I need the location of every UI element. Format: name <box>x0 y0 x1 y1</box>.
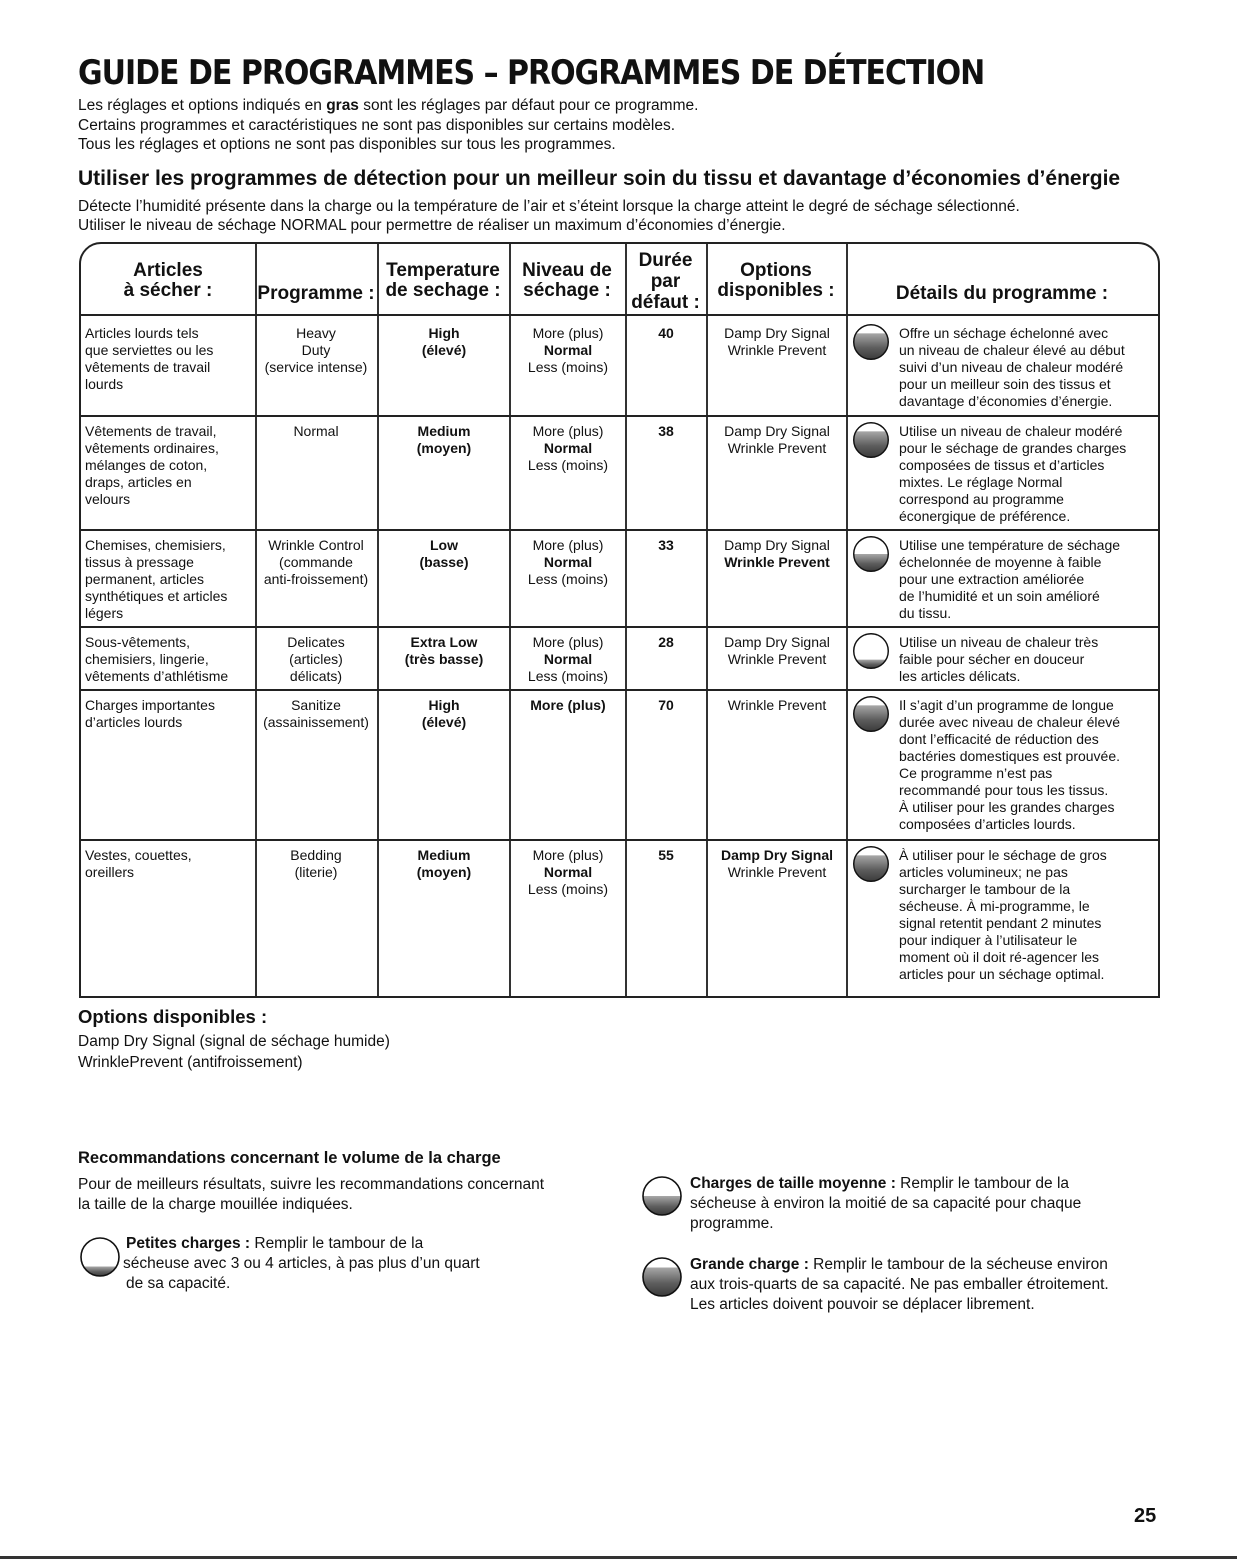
cell-details-line: pour indiquer à l’utilisateur le <box>899 932 1078 948</box>
medium-load-line: programme. <box>690 1215 774 1232</box>
cell-drying-level <box>511 537 625 588</box>
cell-options <box>709 423 845 457</box>
cell-details-line: recommandé pour tous les tissus. <box>899 782 1109 798</box>
cell-drying-level-line: More (plus) <box>532 537 604 553</box>
cell-temperature <box>379 847 509 881</box>
cell-details <box>899 634 1157 685</box>
cell-details-line: pour une extraction améliorée <box>899 571 1085 587</box>
cell-details-line: de l’humidité et un soin amélioré <box>899 588 1100 604</box>
cell-drying-level-line: More (plus) <box>532 325 604 341</box>
cell-details-line: pour le séchage de grandes charges <box>899 440 1127 456</box>
page-number: 25 <box>1134 1505 1157 1527</box>
cell-options-line: Damp Dry Signal <box>724 423 830 439</box>
medium-load-text <box>690 1174 1081 1234</box>
cell-articles-line: Sous-vêtements, <box>85 634 191 650</box>
cell-details-line: moment où il doit ré-agencer les <box>899 949 1099 965</box>
cell-details <box>899 537 1157 622</box>
cell-duration: 40 <box>658 325 674 341</box>
cell-line: Niveau de <box>522 260 612 281</box>
cell-programme <box>257 634 375 685</box>
row-divider <box>81 839 1158 841</box>
cell-articles-line: Chemises, chemisiers, <box>85 537 226 553</box>
cell-temperature-line: Low <box>430 537 458 553</box>
cycle-guide-table <box>79 242 1160 998</box>
section-heading: Utiliser les programmes de détection pour un meilleur soin du tissu et davantage d’économies d’énergie <box>78 167 1121 190</box>
cell-drying-level-line: More (plus) <box>532 423 604 439</box>
intro-line-1: Les réglages et options indiqués en gras sont les réglages par défaut pour ce programme. <box>78 97 699 114</box>
cell-line: Temperature <box>386 260 500 281</box>
option-item: WrinklePrevent (antifroissement) <box>78 1054 303 1071</box>
cell-details-line: dont l’efficacité de réduction des <box>899 731 1099 747</box>
cell-articles-line: oreillers <box>85 864 135 880</box>
cell-drying-level-line: More (plus) <box>530 697 606 713</box>
cell-options <box>709 697 845 714</box>
cell-programme-line: Bedding <box>290 847 342 863</box>
cell-options <box>709 537 845 571</box>
bottom-rule <box>0 1556 1237 1559</box>
cell-details <box>899 847 1157 983</box>
cell-drying-level <box>511 847 625 898</box>
cell-details-line: Utilise un niveau de chaleur modéré <box>899 423 1123 439</box>
cell-duration: 28 <box>658 634 674 650</box>
cell-programme-line: Normal <box>293 423 339 439</box>
cell-details-line: Utilise un niveau de chaleur très <box>899 634 1099 650</box>
large-load-text <box>690 1255 1109 1315</box>
cell-details-line: du tissu. <box>899 605 952 621</box>
medium-load-icon <box>851 534 891 574</box>
cell-options-line: Wrinkle Prevent <box>727 651 827 667</box>
cell-drying-level-line: Less (moins) <box>527 457 609 473</box>
cell-details <box>899 325 1157 410</box>
row-divider <box>81 415 1158 417</box>
cell-options-line: Wrinkle Prevent <box>727 342 827 358</box>
cell-line: Programme : <box>257 283 375 304</box>
medium-load-line: Charges de taille moyenne : Remplir le tambour de la <box>690 1175 1070 1192</box>
cell-temperature-line: Medium <box>417 847 471 863</box>
header-options <box>706 250 846 312</box>
cell-temperature-line: (moyen) <box>416 440 472 456</box>
cell-programme-line: (assainissement) <box>263 714 369 730</box>
cell-options <box>709 325 845 359</box>
cell-options <box>709 634 845 668</box>
cell-articles-line: Charges importantes <box>85 697 215 713</box>
cell-programme-line: Duty <box>301 342 331 358</box>
cell-temperature-line: (basse) <box>419 554 469 570</box>
cell-programme-line: Sanitize <box>291 697 341 713</box>
cell-programme <box>257 697 375 731</box>
cell-temperature-line: High <box>428 697 460 713</box>
cell-articles-line: tissus à pressage <box>85 554 194 570</box>
cell-drying-level-line: Less (moins) <box>527 881 609 897</box>
cell-articles-line: d’articles lourds <box>85 714 183 730</box>
cell-details <box>899 423 1157 525</box>
options-title: Options disponibles : <box>78 1006 268 1027</box>
options-list <box>78 1031 390 1073</box>
header-duree <box>625 250 706 312</box>
large-load-line: Grande charge : Remplir le tambour de la sécheuse environ <box>690 1256 1108 1273</box>
cell-details-line: articles volumineux; ne pas <box>899 864 1068 880</box>
cell-programme-line: (commande <box>279 554 353 570</box>
cell-line: défaut : <box>631 291 700 313</box>
cell-details-line: un niveau de chaleur élevé au début <box>899 342 1125 358</box>
row-divider <box>81 689 1158 691</box>
medium-load-icon <box>640 1174 684 1218</box>
cell-temperature-line: High <box>428 325 460 341</box>
cell-drying-level-line: Less (moins) <box>527 359 609 375</box>
cell-articles <box>85 634 255 685</box>
cell-drying-level-line: Normal <box>543 864 593 880</box>
cell-temperature-line: (élevé) <box>421 714 467 730</box>
cell-drying-level <box>511 325 625 376</box>
cell-temperature <box>379 697 509 731</box>
cell-articles-line: mélanges de coton, <box>85 457 208 473</box>
large-load-line: aux trois-quarts de sa capacité. Ne pas emballer étroitement. <box>690 1276 1109 1293</box>
cell-drying-level-line: More (plus) <box>532 847 604 863</box>
intro-line-3: Tous les réglages et options ne sont pas disponibles sur tous les programmes. <box>78 136 616 153</box>
cell-details-line: Il s’agit d’un programme de longue <box>899 697 1114 713</box>
column-divider <box>846 244 848 996</box>
cell-drying-level-line: Normal <box>543 342 593 358</box>
cell-drying-level <box>511 634 625 685</box>
cell-line: Durée <box>638 249 693 271</box>
cell-options-line: Damp Dry Signal <box>724 634 830 650</box>
cell-details-line: Offre un séchage échelonné avec <box>899 325 1109 341</box>
header-niveau <box>509 250 625 312</box>
cell-programme <box>257 537 375 588</box>
header-articles <box>81 250 255 312</box>
row-divider <box>81 626 1158 628</box>
cell-articles <box>85 847 255 881</box>
cell-options-line: Wrinkle Prevent <box>727 697 827 713</box>
large-load-icon <box>851 322 891 362</box>
column-divider <box>625 244 627 996</box>
intro-text <box>78 96 698 155</box>
cell-details-line: Utilise une température de séchage <box>899 537 1121 553</box>
small-load-line: Petites charges : Remplir le tambour de la <box>126 1235 424 1252</box>
small-load-text <box>123 1234 480 1294</box>
cell-details-line: pour un meilleur soin des tissus et <box>899 376 1111 392</box>
cell-duration: 70 <box>658 697 674 713</box>
header-divider <box>81 314 1158 316</box>
cell-details-line: articles pour un séchage optimal. <box>899 966 1105 982</box>
cell-options-line: Damp Dry Signal <box>720 847 834 863</box>
cell-options-line: Wrinkle Prevent <box>727 864 827 880</box>
cell-temperature <box>379 423 509 457</box>
cell-details <box>899 697 1157 833</box>
medium-load-line: sécheuse à environ la moitié de sa capacité pour chaque <box>690 1195 1082 1212</box>
cell-temperature-line: Extra Low <box>410 634 478 650</box>
cell-articles-line: chemisiers, lingerie, <box>85 651 209 667</box>
large-load-line: Les articles doivent pouvoir se déplacer librement. <box>690 1296 1035 1313</box>
section-line-2: Utiliser le niveau de séchage NORMAL pour permettre de réaliser un maximum d’économies d’énergie. <box>78 217 786 234</box>
cell-programme-line: Heavy <box>296 325 336 341</box>
cell-line: Articles <box>133 260 203 281</box>
cell-details-line: sécheuse. À mi-programme, le <box>899 898 1090 914</box>
cell-programme-line: anti-froissement) <box>263 571 369 587</box>
cell-programme <box>257 847 375 881</box>
cell-details-line: suivi d’un niveau de chaleur modéré <box>899 359 1124 375</box>
cell-line: disponibles : <box>717 280 835 301</box>
cell-temperature-line: (élevé) <box>421 342 467 358</box>
cell-programme-line: (literie) <box>294 864 338 880</box>
cell-articles-line: synthétiques et articles <box>85 588 228 604</box>
recommendations-intro <box>78 1175 544 1215</box>
cell-line: de sechage : <box>385 280 501 301</box>
cell-temperature-line: (très basse) <box>404 651 484 667</box>
cell-programme-line: (articles) <box>289 651 343 667</box>
cell-drying-level-line: Normal <box>543 440 593 456</box>
cell-details-line: composées d’articles lourds. <box>899 816 1076 832</box>
cell-articles <box>85 423 255 508</box>
cell-programme <box>257 423 375 440</box>
cell-options-line: Wrinkle Prevent <box>727 440 827 456</box>
header-temperature <box>377 250 509 312</box>
cell-articles-line: Vêtements de travail, <box>85 423 217 439</box>
cell-drying-level-line: Normal <box>543 554 593 570</box>
cell-temperature <box>379 537 509 571</box>
cell-details-line: correspond au programme <box>899 491 1064 507</box>
cell-duration: 33 <box>658 537 674 553</box>
large-load-icon <box>851 694 891 734</box>
header-programme <box>255 250 377 312</box>
cell-temperature <box>379 325 509 359</box>
section-line-1: Détecte l’humidité présente dans la charge ou la température de l’air et s’éteint lorsque la charge atteint le degré de séchage sélectionné. <box>78 198 1020 215</box>
row-divider <box>81 529 1158 531</box>
cell-line: à sécher : <box>123 280 213 301</box>
cell-line: séchage : <box>523 280 611 301</box>
cell-details-line: composées de tissus et d’articles <box>899 457 1105 473</box>
cell-options <box>709 847 845 881</box>
page-title: GUIDE DE PROGRAMMES – PROGRAMMES DE DÉTECTION <box>78 54 985 94</box>
cell-details-line: À utiliser pour le séchage de gros <box>899 847 1107 863</box>
cell-programme-line: Delicates <box>287 634 345 650</box>
cell-drying-level-line: More (plus) <box>532 634 604 650</box>
column-divider <box>706 244 708 996</box>
cell-articles <box>85 537 255 622</box>
cell-details-line: signal retentit pendant 2 minutes <box>899 915 1102 931</box>
cell-drying-level-line: Less (moins) <box>527 571 609 587</box>
cell-line: Détails du programme : <box>895 283 1109 304</box>
cell-details-line: bactéries domestiques est prouvée. <box>899 748 1121 764</box>
cell-details-line: mixtes. Le réglage Normal <box>899 474 1063 490</box>
small-load-line: sécheuse avec 3 ou 4 articles, à pas plus d’un quart <box>123 1255 480 1272</box>
cell-temperature-line: (moyen) <box>416 864 472 880</box>
cell-programme-line: (service intense) <box>264 359 368 375</box>
cell-articles-line: velours <box>85 491 131 507</box>
cell-line: par <box>650 270 681 292</box>
cell-articles-line: permanent, articles <box>85 571 205 587</box>
cell-programme-line: Wrinkle Control <box>268 537 364 553</box>
cell-drying-level-line: Less (moins) <box>527 668 609 684</box>
cell-details-line: faible pour sécher en douceur <box>899 651 1085 667</box>
cell-articles-line: que serviettes ou les <box>85 342 214 358</box>
cell-duration: 38 <box>658 423 674 439</box>
cell-programme <box>257 325 375 376</box>
cell-details-line: éconergique de préférence. <box>899 508 1071 524</box>
cell-options-line: Damp Dry Signal <box>724 537 830 553</box>
cell-articles-line: Vestes, couettes, <box>85 847 192 863</box>
cell-articles-line: vêtements ordinaires, <box>85 440 219 456</box>
cell-details-line: davantage d’économies d’énergie. <box>899 393 1113 409</box>
large-load-icon <box>640 1255 684 1299</box>
cell-line: Options <box>740 260 812 281</box>
intro-line-2: Certains programmes et caractéristiques ne sont pas disponibles sur certains modèles. <box>78 116 676 134</box>
cell-articles <box>85 697 255 731</box>
cell-drying-level <box>511 423 625 474</box>
cell-articles-line: lourds <box>85 376 124 392</box>
section-text <box>78 197 1020 235</box>
small-load-line: de sa capacité. <box>126 1275 231 1292</box>
cell-options-line: Wrinkle Prevent <box>724 554 830 570</box>
cell-details-line: échelonnée de moyenne à faible <box>899 554 1102 570</box>
cell-options-line: Damp Dry Signal <box>724 325 830 341</box>
header-details <box>846 250 1158 312</box>
cell-articles-line: vêtements d’athlétisme <box>85 668 229 684</box>
large-load-icon <box>851 420 891 460</box>
cell-details-line: surcharger le tambour de la <box>899 881 1071 897</box>
cell-details-line: À utiliser pour les grandes charges <box>899 799 1115 815</box>
cell-articles-line: Articles lourds tels <box>85 325 199 341</box>
recommendations-title: Recommandations concernant le volume de la charge <box>78 1149 501 1167</box>
cell-duration: 55 <box>658 847 674 863</box>
cell-details-line: les articles délicats. <box>899 668 1021 684</box>
cell-temperature <box>379 634 509 668</box>
small-load-icon <box>851 631 891 671</box>
rec-intro-line: la taille de la charge mouillée indiquées. <box>78 1196 353 1213</box>
small-load-icon <box>78 1235 122 1279</box>
large-load-icon <box>851 844 891 884</box>
rec-intro-line: Pour de meilleurs résultats, suivre les recommandations concernant <box>78 1176 545 1193</box>
cell-details-line: Ce programme n’est pas <box>899 765 1053 781</box>
cell-articles-line: draps, articles en <box>85 474 192 490</box>
option-item: Damp Dry Signal (signal de séchage humide) <box>78 1033 390 1050</box>
cell-programme-line: délicats) <box>289 668 343 684</box>
cell-articles-line: vêtements de travail <box>85 359 211 375</box>
cell-details-line: durée avec niveau de chaleur élevé <box>899 714 1121 730</box>
cell-temperature-line: Medium <box>417 423 471 439</box>
cell-articles <box>85 325 255 393</box>
cell-drying-level-line: Normal <box>543 651 593 667</box>
cell-articles-line: légers <box>85 605 124 621</box>
cell-drying-level <box>511 697 625 714</box>
